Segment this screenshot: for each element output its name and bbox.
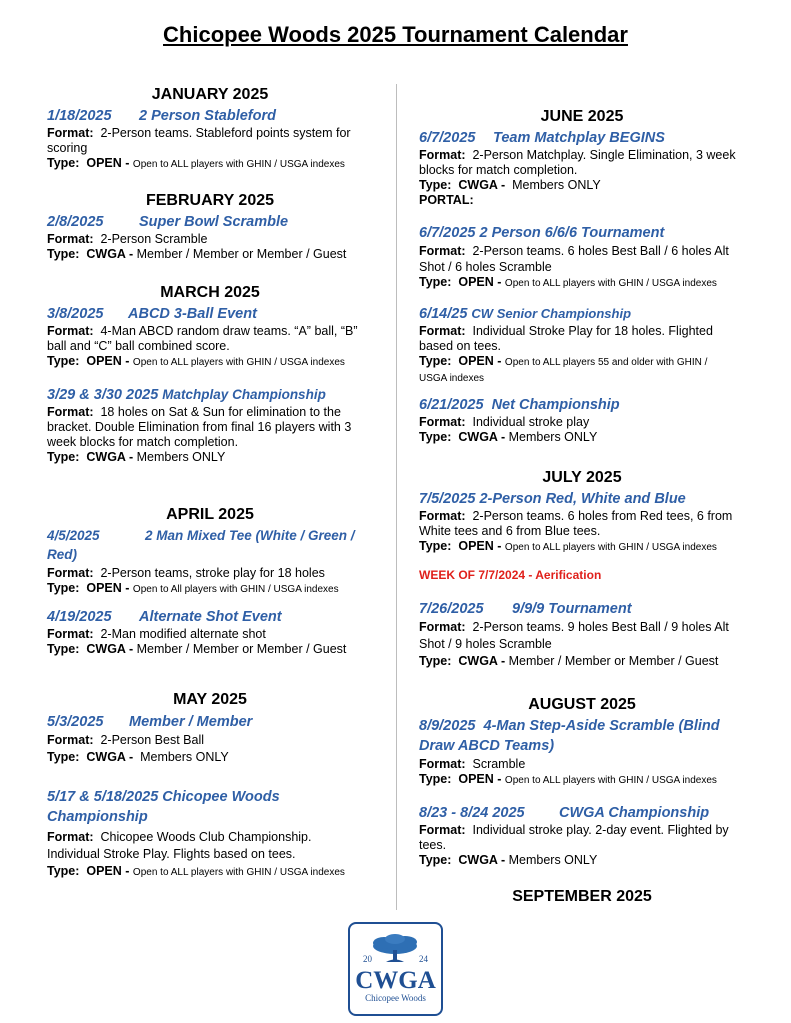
event-type: Type: OPEN - Open to ALL players with GHIN / USGA indexes <box>419 539 717 553</box>
month-heading-august: AUGUST 2025 <box>528 696 636 713</box>
event-date: 6/21/2025 <box>419 397 484 413</box>
column-divider <box>396 84 397 910</box>
event-type: Type: CWGA - Members ONLY <box>419 430 598 444</box>
event-name: 2 Person 6/6/6 Tournament <box>479 225 665 241</box>
cwga-logo-graphic <box>350 924 441 1014</box>
event-format: Format: 2-Person Matchplay. Single Elimination, 3 week blocks for match completion. <box>419 148 736 177</box>
event-type: Type: CWGA - Member / Member or Member / Guest <box>47 247 347 261</box>
event-format: Format: 2-Man modified alternate shot <box>47 627 266 641</box>
event-format: Format: 2-Person Best Ball <box>47 733 205 747</box>
event-6-21 <box>419 395 751 445</box>
event-date: 4/5/2025 <box>47 528 100 543</box>
event-format: Format: 2-Person teams, stroke play for 18 holes <box>47 566 325 580</box>
event-6-14 <box>419 304 751 386</box>
event-format: Format: 18 holes on Sat & Sun for elimination to the bracket. Double Elimination from final 16 players with 3 week blocks for match completion. <box>47 405 352 449</box>
event-type: Type: OPEN - Open to ALL players 55 and older with GHIN / USGA indexes <box>419 354 708 384</box>
event-title <box>47 212 379 232</box>
event-date: 6/7/2025 <box>419 225 476 241</box>
event-type: Type: OPEN - Open to ALL players with GHIN / USGA indexes <box>47 156 345 170</box>
event-format: Format: Scramble <box>419 757 526 771</box>
event-name: Member / Member <box>129 714 253 730</box>
logo-year-right: 24 <box>419 954 428 964</box>
event-title <box>47 787 317 827</box>
event-type: Type: OPEN - Open to ALL players with GHIN / USGA indexes <box>47 864 345 878</box>
event-title <box>47 106 379 126</box>
event-title <box>47 385 379 405</box>
event-date: 4/19/2025 <box>47 609 112 625</box>
event-title <box>47 304 379 324</box>
event-name: 2-Person Red, White and Blue <box>479 491 686 507</box>
event-format: Format: Individual Stroke Play for 18 holes. Flighted based on tees. <box>419 324 713 353</box>
event-date: 5/17 & 5/18/2025 <box>47 789 159 805</box>
event-date: 1/18/2025 <box>47 108 112 124</box>
event-title <box>419 395 751 415</box>
event-format: Format: 2-Person teams. 9 holes Best Ball / 9 holes Alt Shot / 9 holes Scramble <box>419 620 729 651</box>
event-date: 2/8/2025 <box>47 214 104 230</box>
event-type: Type: OPEN - Open to All players with GHIN / USGA indexes <box>47 581 339 595</box>
month-heading-april: APRIL 2025 <box>166 506 254 523</box>
event-name: 2 Man Mixed Tee (White / Green / Red) <box>47 528 355 562</box>
event-date: 3/8/2025 <box>47 306 104 322</box>
event-format: Format: Individual stroke play. 2-day event. Flighted by tees. <box>419 823 729 852</box>
event-name: CWGA Championship <box>559 805 710 821</box>
event-name: 4-Man Step-Aside Scramble (Blind Draw ABCD Teams) <box>419 718 720 754</box>
event-type: Type: CWGA - Member / Member or Member / Guest <box>419 654 719 668</box>
event-8-23 <box>419 803 751 868</box>
event-title <box>47 712 379 732</box>
event-6-7-666 <box>419 223 751 291</box>
event-format: Format: 4-Man ABCD random draw teams. “A” ball, “B” ball and “C” ball combined score. <box>47 324 358 353</box>
cwga-logo <box>348 922 443 1016</box>
event-format: Format: 2-Person Scramble <box>47 232 208 246</box>
month-heading-june: JUNE 2025 <box>540 108 624 125</box>
event-name: CW Senior Championship <box>471 306 632 321</box>
event-type: Type: CWGA - Members ONLY <box>47 750 229 764</box>
aerification-notice: WEEK OF 7/7/2024 - Aerification <box>419 568 602 582</box>
event-type: Type: OPEN - Open to ALL players with GHIN / USGA indexes <box>419 772 717 786</box>
event-7-5 <box>419 489 751 555</box>
event-date: 3/29 & 3/30 2025 <box>47 387 159 403</box>
event-date: 6/14/25 <box>419 306 468 322</box>
event-6-7-matchplay <box>419 128 751 208</box>
page-title: Chicopee Woods 2025 Tournament Calendar <box>163 22 628 47</box>
event-portal: PORTAL: <box>419 193 474 207</box>
event-title <box>419 716 749 756</box>
event-format: Format: 2-Person teams. 6 holes Best Ball / 6 holes Alt Shot / 6 holes Scramble <box>419 244 729 274</box>
event-date: 5/3/2025 <box>47 714 104 730</box>
event-date: 7/26/2025 <box>419 601 484 617</box>
event-1-18 <box>47 106 379 172</box>
event-8-9 <box>419 716 751 788</box>
event-type: Type: CWGA - Members ONLY <box>419 853 598 867</box>
event-type: Type: CWGA - Members ONLY <box>47 450 226 464</box>
event-date: 7/5/2025 <box>419 491 476 507</box>
event-date: 8/23 - 8/24 2025 <box>419 805 525 821</box>
event-date: 6/7/2025 <box>419 130 476 146</box>
event-name: Chicopee Woods Championship <box>47 789 280 825</box>
month-heading-january: JANUARY 2025 <box>151 86 269 103</box>
event-title <box>419 128 751 148</box>
event-2-8 <box>47 212 379 262</box>
event-4-19 <box>47 607 379 657</box>
event-format: Format: 2-Person teams. 6 holes from Red tees, 6 from White tees and 6 from Blue tees. <box>419 509 733 538</box>
logo-subtitle: Chicopee Woods <box>365 993 426 1003</box>
month-heading-march: MARCH 2025 <box>160 284 260 301</box>
event-title <box>419 803 751 823</box>
event-title <box>47 526 372 564</box>
event-date: 8/9/2025 <box>419 718 476 734</box>
event-name: Super Bowl Scramble <box>139 214 289 230</box>
month-heading-july: JULY 2025 <box>542 469 622 486</box>
event-title <box>419 599 751 619</box>
event-name: Alternate Shot Event <box>139 609 282 625</box>
month-heading-september: SEPTEMBER 2025 <box>512 888 652 905</box>
event-3-8 <box>47 304 379 370</box>
logo-year-left: 20 <box>363 954 372 964</box>
event-title <box>47 607 379 627</box>
event-title <box>419 304 751 324</box>
event-4-5 <box>47 526 379 597</box>
event-name: Net Championship <box>491 397 620 413</box>
event-name: Matchplay Championship <box>162 387 326 402</box>
logo-name: CWGA <box>355 967 436 994</box>
event-title <box>419 489 751 509</box>
event-type: Type: CWGA - Member / Member or Member / Guest <box>47 642 347 656</box>
tree-icon <box>373 934 417 962</box>
event-name: 2 Person Stableford <box>139 108 276 124</box>
month-heading-may: MAY 2025 <box>173 691 247 708</box>
event-format: Format: Individual stroke play <box>419 415 590 429</box>
event-name: 9/9/9 Tournament <box>512 601 632 617</box>
event-name: ABCD 3-Ball Event <box>128 306 257 322</box>
event-type: Type: OPEN - Open to ALL players with GHIN / USGA indexes <box>47 354 345 368</box>
event-3-29 <box>47 385 379 465</box>
event-type: Type: CWGA - Members ONLY <box>419 178 601 192</box>
event-7-26 <box>419 599 751 670</box>
event-name: Team Matchplay BEGINS <box>493 130 665 146</box>
event-title <box>419 223 751 243</box>
event-5-17 <box>47 787 379 881</box>
month-heading-february: FEBRUARY 2025 <box>145 192 275 209</box>
event-5-3 <box>47 712 379 766</box>
event-format: Format: 2-Person teams. Stableford points system for scoring <box>47 126 351 155</box>
event-type: Type: OPEN - Open to ALL players with GHIN / USGA indexes <box>419 275 717 289</box>
event-format: Format: Chicopee Woods Club Championship. Individual Stroke Play. Flights based on tees. <box>47 830 312 861</box>
